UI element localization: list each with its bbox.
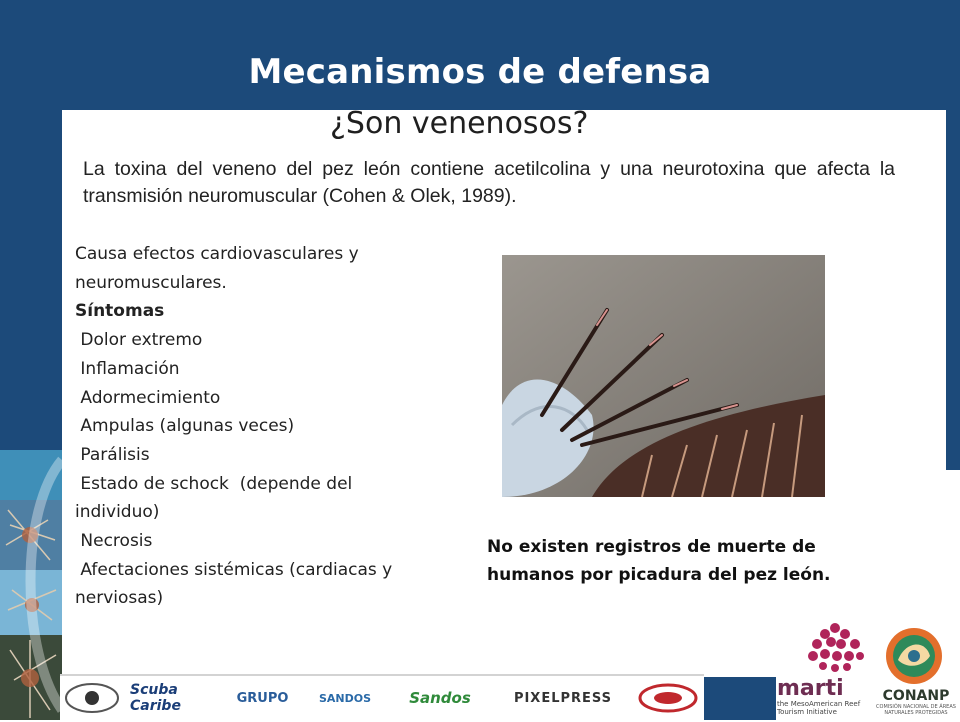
dive-center-logo [62,682,122,714]
marti-logo-subtext: the MesoAmerican Reef Tourism Initiative [777,700,861,716]
left-photo-strip [0,450,62,720]
symptom-item: Necrosis [75,531,153,552]
no-deaths-note: No existen registros de muerte de humanos por picadura del pez león. [487,537,831,585]
sponsor-logos-bar [60,674,704,722]
symptoms-list [75,240,435,613]
symptom-item: Inflamación [75,358,180,379]
effects-line: Causa efectos cardiovasculares y [75,244,359,264]
effects-line: neuromusculares. [75,272,227,293]
scuba-caribe-logo: Scuba Caribe [130,682,181,714]
slide-title: Mecanismos de defensa [248,52,712,92]
swirl-overlay [0,450,62,720]
symptom-item: Afectaciones sistémicas (cardiacas y [75,559,393,580]
pixelpress-logo: PIXELPRESS [513,690,613,706]
symptom-item: individuo) [75,502,160,523]
intro-paragraph: La toxina del veneno del pez león contiene acetilcolina y una neurotoxina que afecta la transmisión neuromuscular (Cohen & Olek, 1989). [83,158,895,207]
symptoms-heading: Síntomas [75,301,165,322]
symptom-item: Adormecimiento [75,387,221,408]
coral-icon [805,622,867,680]
conanp-emblem-icon [884,626,944,686]
symptom-item: Dolor extremo [75,330,203,351]
conanp-logo-subtext: COMISIÓN NACIONAL DE ÁREAS NATURALES PROTEGIDAS [876,704,956,716]
conanp-logo-text: CONANP [882,688,950,704]
symptom-item: Estado de schock (depende del [75,473,353,494]
symptom-item: Ampulas (algunas veces) [75,416,295,437]
sandos-playacar-logo: SANDOS [318,691,372,705]
marti-logo-text: marti [777,676,844,701]
red-oval-logo [635,682,700,714]
symptom-item: Parálisis [75,444,150,465]
grupo-logo: GRUPO [236,690,289,706]
right-decorative-strip [946,110,960,470]
sandos-ecoclub-logo: Sandos [409,689,471,707]
slide-subtitle: ¿Son venenosos? [330,106,589,141]
lionfish-spines-photo [502,255,825,497]
marti-blue-panel [704,677,776,720]
symptom-item: nerviosas) [75,588,164,609]
